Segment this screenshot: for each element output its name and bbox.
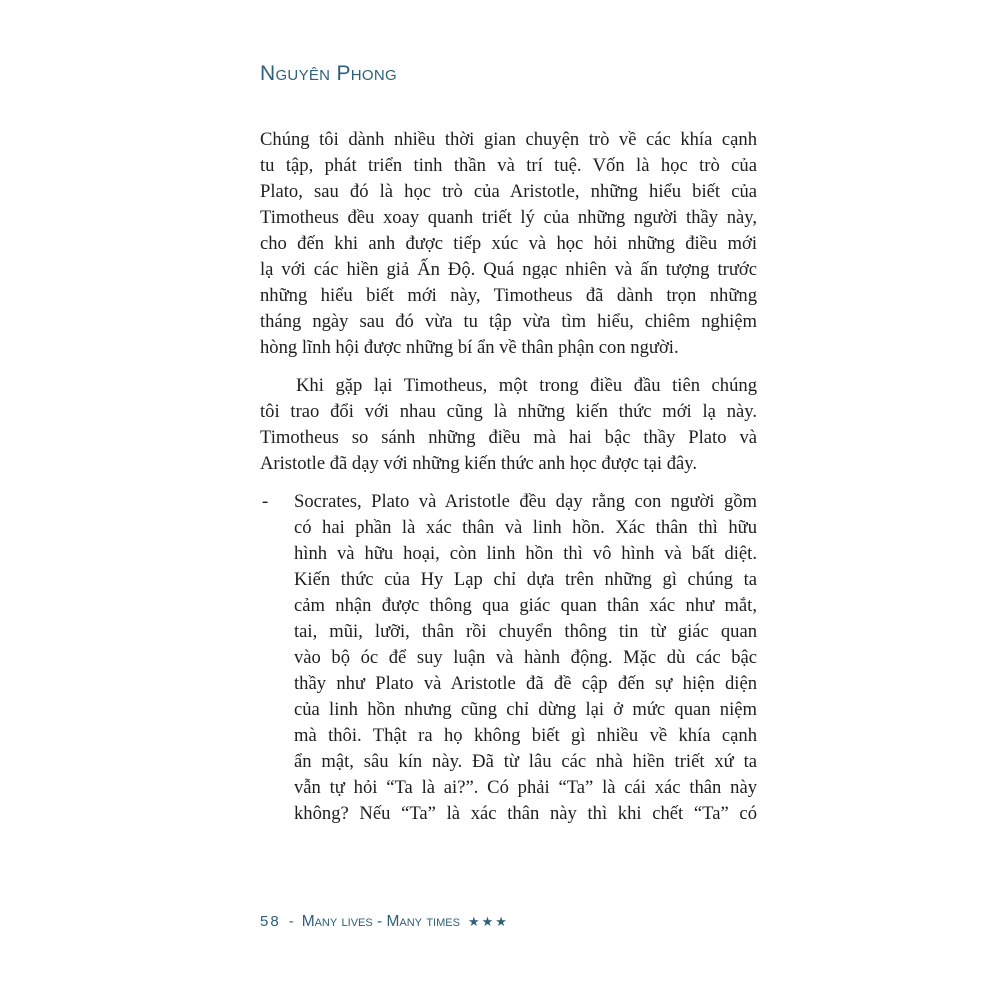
bullet-item xyxy=(260,489,757,827)
text-line: tu tập, phát triển tinh thần và trí tuệ. Vốn là học trò của xyxy=(260,155,757,176)
text-line: lạ với các hiền giả Ấn Độ. Quá ngạc nhiên và ấn tượng trước xyxy=(260,259,757,280)
text-line: không? Nếu “Ta” là xác thân này thì khi chết “Ta” có xyxy=(294,803,757,824)
bullet-dash: - xyxy=(262,491,269,512)
text-line: Timotheus so sánh những điều mà hai bậc thầy Plato và xyxy=(260,427,757,448)
text-line: Timotheus đều xoay quanh triết lý của những người thầy này, xyxy=(260,207,757,228)
text-line: Kiến thức của Hy Lạp chỉ dựa trên những gì chúng ta xyxy=(294,569,757,590)
paragraph-1 xyxy=(260,127,757,361)
text-line: Socrates, Plato và Aristotle đều dạy rằng con người gồm xyxy=(294,491,757,512)
footer-separator: - xyxy=(288,913,294,930)
body-text xyxy=(260,127,757,827)
text-line: Chúng tôi dành nhiều thời gian chuyện trò về các khía cạnh xyxy=(260,129,757,150)
page-number: 58 xyxy=(260,913,281,930)
running-foot xyxy=(260,913,509,931)
text-line: vào bộ óc để suy luận và hành động. Mặc dù các bậc xyxy=(294,647,757,668)
text-line: cho đến khi anh được tiếp xúc và học hỏi những điều mới xyxy=(260,233,757,254)
text-line: hình và hữu hoại, còn linh hồn thì vô hình và bất diệt. xyxy=(294,543,757,564)
text-line: những hiểu biết mới này, Timotheus đã dành trọn những xyxy=(260,285,757,306)
text-line: Khi gặp lại Timotheus, một trong điều đầu tiên chúng xyxy=(296,375,757,396)
text-line: hòng lĩnh hội được những bí ẩn về thân phận con người. xyxy=(260,337,679,358)
text-line: của linh hồn nhưng cũng chỉ dừng lại ở mức quan niệm xyxy=(294,699,757,720)
running-head-author: Nguyên Phong xyxy=(260,62,397,85)
text-line: tôi trao đổi với nhau cũng là những kiến thức mới lạ này. xyxy=(260,401,757,422)
text-line: có hai phần là xác thân và linh hồn. Xác thân thì hữu xyxy=(294,517,757,538)
star-icon: ★★★ xyxy=(467,915,509,930)
text-line: cảm nhận được thông qua giác quan thân xác như mắt, xyxy=(294,595,757,616)
text-line: tháng ngày sau đó vừa tu tập vừa tìm hiểu, chiêm nghiệm xyxy=(260,311,757,332)
footer-book-title: Many lives - Many times xyxy=(301,913,460,930)
paragraph-2 xyxy=(260,373,757,477)
text-line: Aristotle đã dạy với những kiến thức anh học được tại đây. xyxy=(260,453,697,474)
text-line: mà thôi. Thật ra họ không biết gì nhiều về khía cạnh xyxy=(294,725,757,746)
text-line: vẫn tự hỏi “Ta là ai?”. Có phải “Ta” là cái xác thân này xyxy=(294,777,757,798)
text-line: Plato, sau đó là học trò của Aristotle, những hiểu biết của xyxy=(260,181,757,202)
text-line: tai, mũi, lưỡi, thân rồi chuyển thông tin từ giác quan xyxy=(294,621,757,642)
text-line: thầy như Plato và Aristotle đã đề cập đến sự hiện diện xyxy=(294,673,757,694)
text-line: ẩn mật, sâu kín này. Đã từ lâu các nhà hiền triết xứ ta xyxy=(294,751,757,772)
